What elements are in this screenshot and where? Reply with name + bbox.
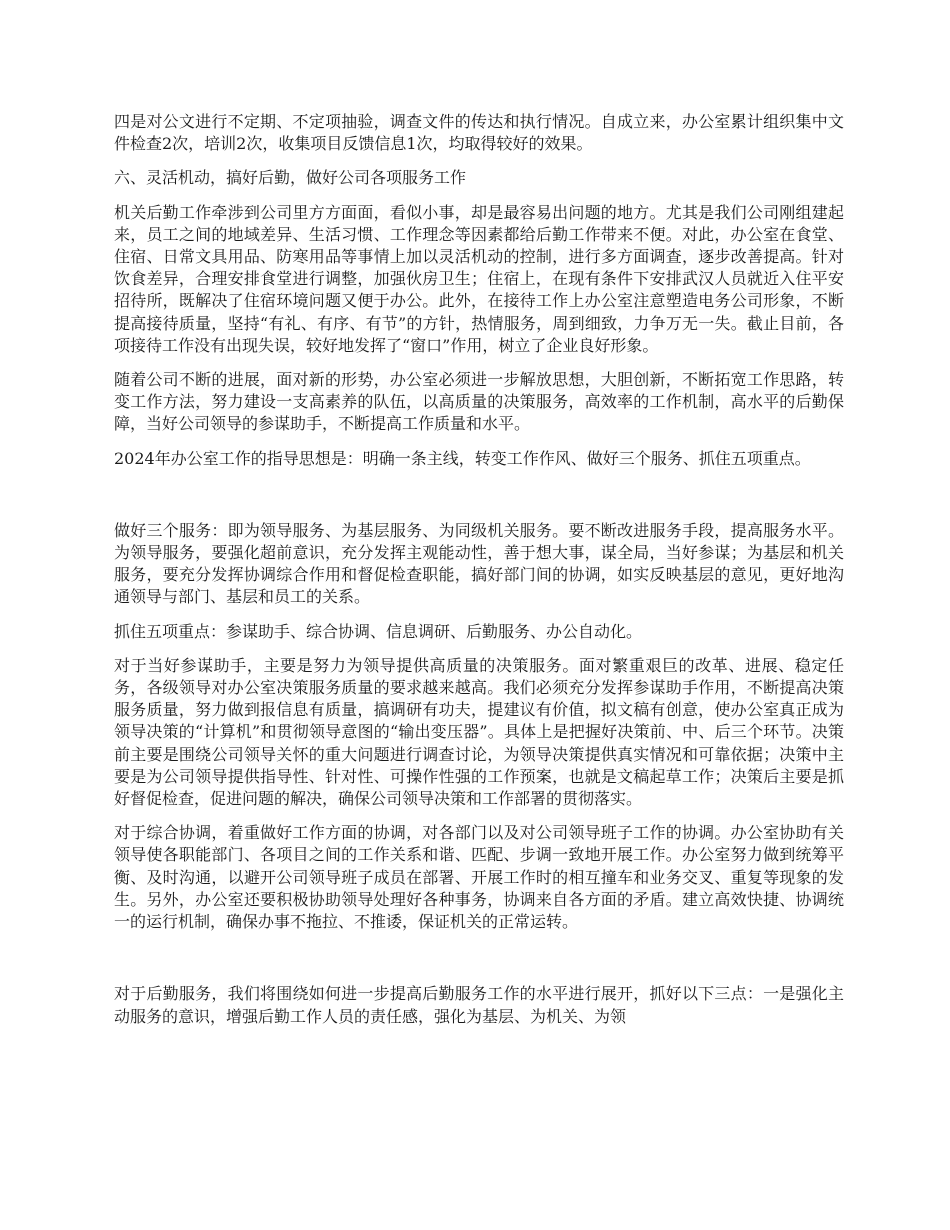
paragraph-advisory-assistant: 对于当好参谋助手，主要是努力为领导提供高质量的决策服务。面对繁重艰巨的改革、进展、稳定任务，各级领导对办公室决策服务质量的要求越来越高。我们必须充分发挥参谋助手作用，不断提高决策服务质量，努力做到报信息有质量，搞调研有功夫，提建议有价值，拟文稿有创意，使办公室真正成为领导决策的“计算机”和贯彻领导意图的“输出变压器”。具体上是把握好决策前、中、后三个环节。决策前主要是围绕公司领导关怀的重大问题进行调查讨论，为领导决策提供真实情况和可靠依据；决策中主要是为公司领导提供指导性、针对性、可操作性强的工作预案，也就是文稿起草工作；决策后主要是抓好督促检查，促进问题的解决，确保公司领导决策和工作部署的贯彻落实。 bbox=[114, 655, 844, 809]
spacer bbox=[114, 482, 844, 520]
paragraph-three-services: 做好三个服务：即为领导服务、为基层服务、为同级机关服务。要不断改进服务手段，提高服务水平。为领导服务，要强化超前意识，充分发挥主观能动性，善于想大事，谋全局，当好参谋；为基层和机关服务，要充分发挥协调综合作用和督促检查职能，搞好部门间的协调，如实反映基层的意见，更好地沟通领导与部门、基层和员工的关系。 bbox=[114, 520, 844, 607]
paragraph-five-priorities: 抓住五项重点：参谋助手、综合协调、信息调研、后勤服务、办公自动化。 bbox=[114, 621, 643, 641]
paragraph-document-inspection: 四是对公文进行不定期、不定项抽验，调查文件的传达和执行情况。自成立来，办公室累计组织集中文件检查2次，培训2次，收集项目反馈信息1次，均取得较好的效果。 bbox=[114, 112, 844, 154]
paragraph-guiding-ideology: 2024年办公室工作的指导思想是：明确一条主线，转变工作作风、做好三个服务、抓住五项重点。 bbox=[114, 448, 811, 468]
paragraph-logistics-work: 机关后勤工作牵涉到公司里方方面面，看似小事，却是最容易出问题的地方。尤其是我们公司刚组建起来，员工之间的地域差异、生活习惯、工作理念等因素都给后勤工作带来不便。对此，办公室在食堂、住宿、日常文具用品、防寒用品等事情上加以灵活机动的控制，进行多方面调查，逐步改善提高。针对饮食差异，合理安排食堂进行调整，加强伙房卫生；住宿上，在现有条件下安排武汉人员就近入住平安招待所，既解决了住宿环境问题又便于办公。此外，在接待工作上办公室注意塑造电务公司形象，不断提高接待质量，坚持“有礼、有序、有节”的方针，热情服务，周到细致，力争万无一失。截止目前，各项接待工作没有出现失误，较好地发挥了“窗口”作用，树立了企业良好形象。 bbox=[114, 202, 844, 355]
paragraph-logistics-service: 对于后勤服务，我们将围绕如何进一步提高后勤服务工作的水平进行展开，抓好以下三点：一是强化主动服务的意识，增强后勤工作人员的责任感，强化为基层、为机关、为领 bbox=[114, 984, 844, 1026]
section-heading-logistics: 六、灵活机动，搞好后勤，做好公司各项服务工作 bbox=[114, 168, 467, 188]
document-page bbox=[114, 111, 844, 1040]
paragraph-coordination: 对于综合协调，着重做好工作方面的协调，对各部门以及对公司领导班子工作的协调。办公室协助有关领导使各职能部门、各项目之间的工作关系和谐、匹配、步调一致地开展工作。办公室努力做到统筹平衡、及时沟通，以避开公司领导班子成员在部署、开展工作时的相互撞车和业务交叉、重复等现象的发生。另外，办公室还要积极协助领导处理好各种事务，协调来自各方面的矛盾。建立高效快捷、协调统一的运行机制，确保办事不拖拉、不推诿，保证机关的正常运转。 bbox=[114, 823, 844, 932]
paragraph-development: 随着公司不断的进展，面对新的形势，办公室必须进一步解放思想，大胆创新，不断拓宽工作思路，转变工作方法，努力建设一支高素养的队伍，以高质量的决策服务，高效率的工作机制，高水平的后勤保障，当好公司领导的参谋助手，不断提高工作质量和水平。 bbox=[114, 370, 844, 434]
spacer bbox=[114, 945, 844, 983]
